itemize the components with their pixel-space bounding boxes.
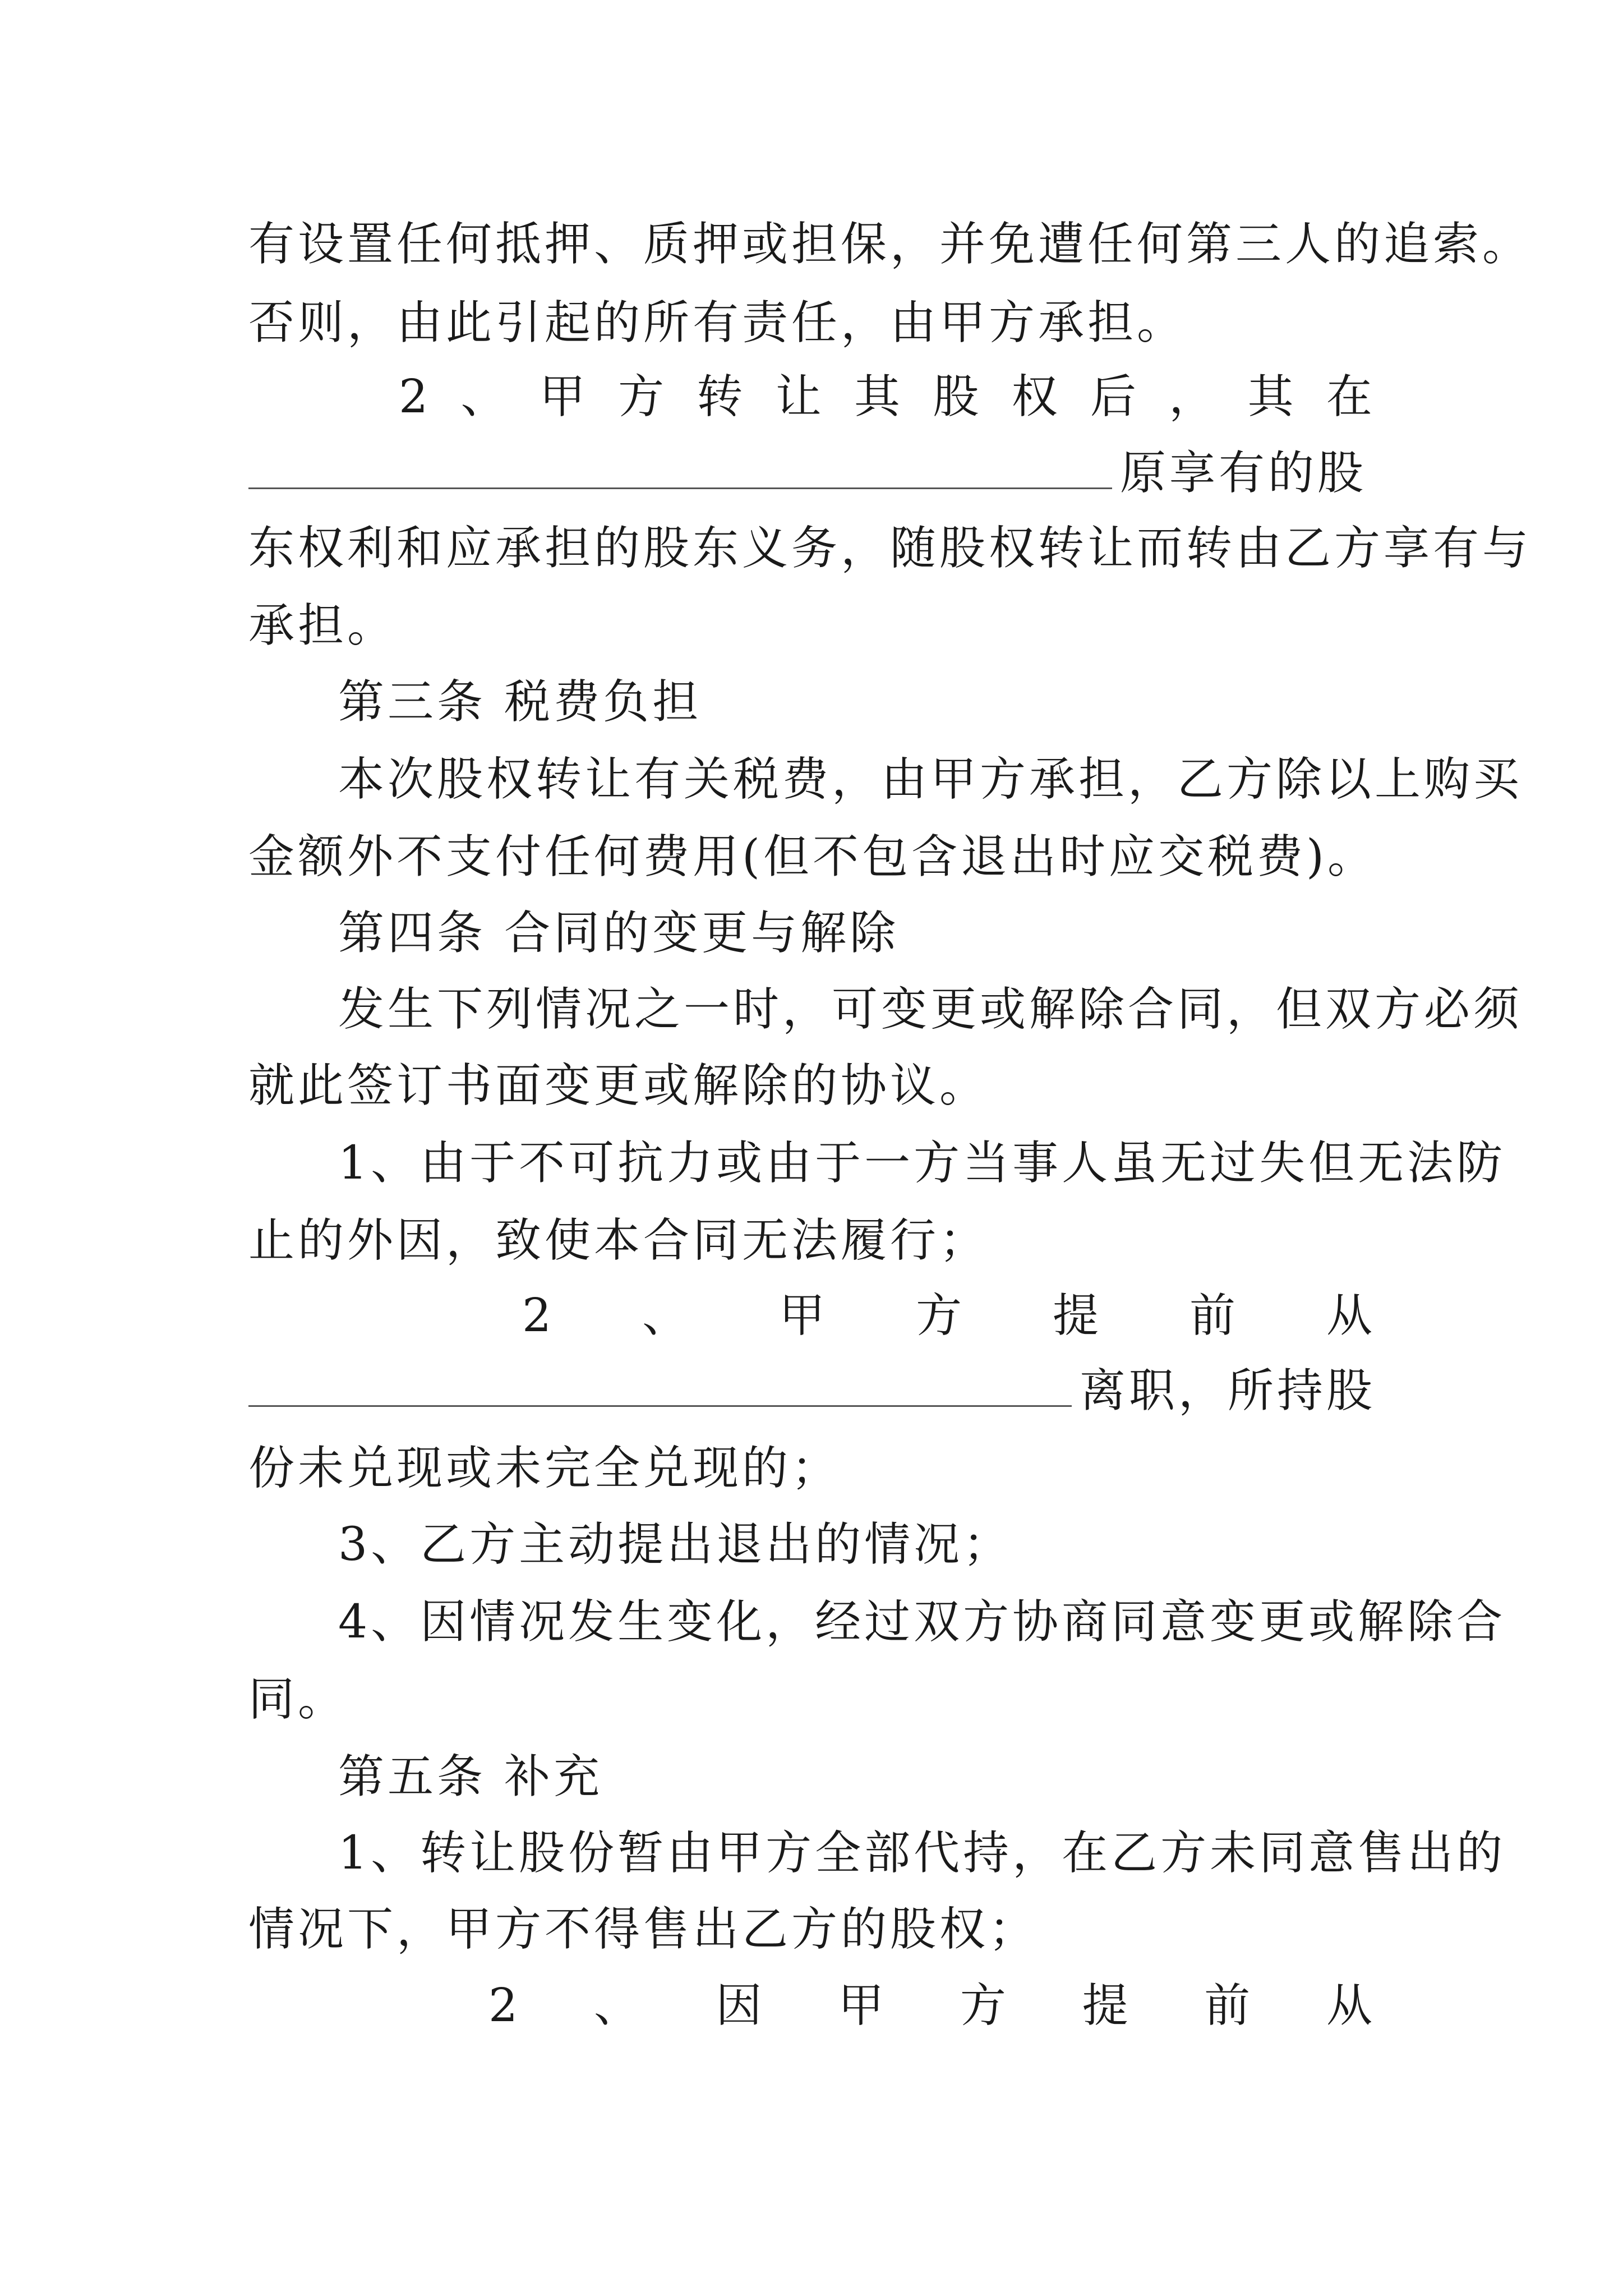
blank-underline — [248, 487, 1112, 489]
text-line: 情况下，甲方不得售出乙方的股权； — [248, 1903, 1039, 1956]
blank-underline — [248, 1405, 1072, 1407]
text-line: 同。 — [248, 1673, 348, 1726]
section-heading: 第四条 合同的变更与解除 — [338, 907, 900, 960]
spread-line-c: 2 、 因 甲 方 提 前 从 — [488, 1979, 1376, 2032]
text-line: 就此签订书面变更或解除的协议。 — [248, 1059, 989, 1112]
text-line: 3、乙方主动提出退出的情况； — [338, 1518, 1013, 1571]
text-line: 本次股权转让有关税费，由甲方承担，乙方除以上购买 — [338, 753, 1523, 806]
text-line: 份未兑现或未完全兑现的； — [248, 1442, 841, 1495]
text-line: 有设置任何抵押、质押或担保，并免遭任何第三人的追索。 — [248, 218, 1532, 271]
spread-line-a: 2 、 甲 方 转 让 其 股 权 后 ， 其 在 — [399, 370, 1376, 424]
text-line: 1、由于不可抗力或由于一方当事人虽无过失但无法防 — [338, 1137, 1506, 1190]
text-line: 4、因情况发生变化，经过双方协商同意变更或解除合 — [338, 1595, 1506, 1649]
text-line: 承担。 — [248, 599, 397, 652]
text-line: 止的外因，致使本合同无法履行； — [248, 1214, 989, 1267]
document-page — [248, 0, 1532, 2296]
spread-line-b: 2 、 甲 方 提 前 从 — [522, 1289, 1376, 1342]
section-heading: 第五条 补充 — [338, 1750, 603, 1803]
text-line: 金额外不支付任何费用(但不包含退出时应交税费)。 — [248, 830, 1377, 884]
text-line: 发生下列情况之一时，可变更或解除合同，但双方必须 — [338, 983, 1523, 1036]
text-line: 否则，由此引起的所有责任，由甲方承担。 — [248, 296, 1187, 349]
section-heading: 第三条 税费负担 — [338, 675, 702, 729]
text-line: 1、转让股份暂由甲方全部代持，在乙方未同意售出的 — [338, 1826, 1506, 1880]
fill-in-line-a: 原享有的股 — [248, 434, 1376, 513]
text-line: 东权利和应承担的股东义务，随股权转让而转由乙方享有与 — [248, 522, 1532, 575]
fill-in-line-b: 离职，所持股 — [248, 1352, 1376, 1430]
